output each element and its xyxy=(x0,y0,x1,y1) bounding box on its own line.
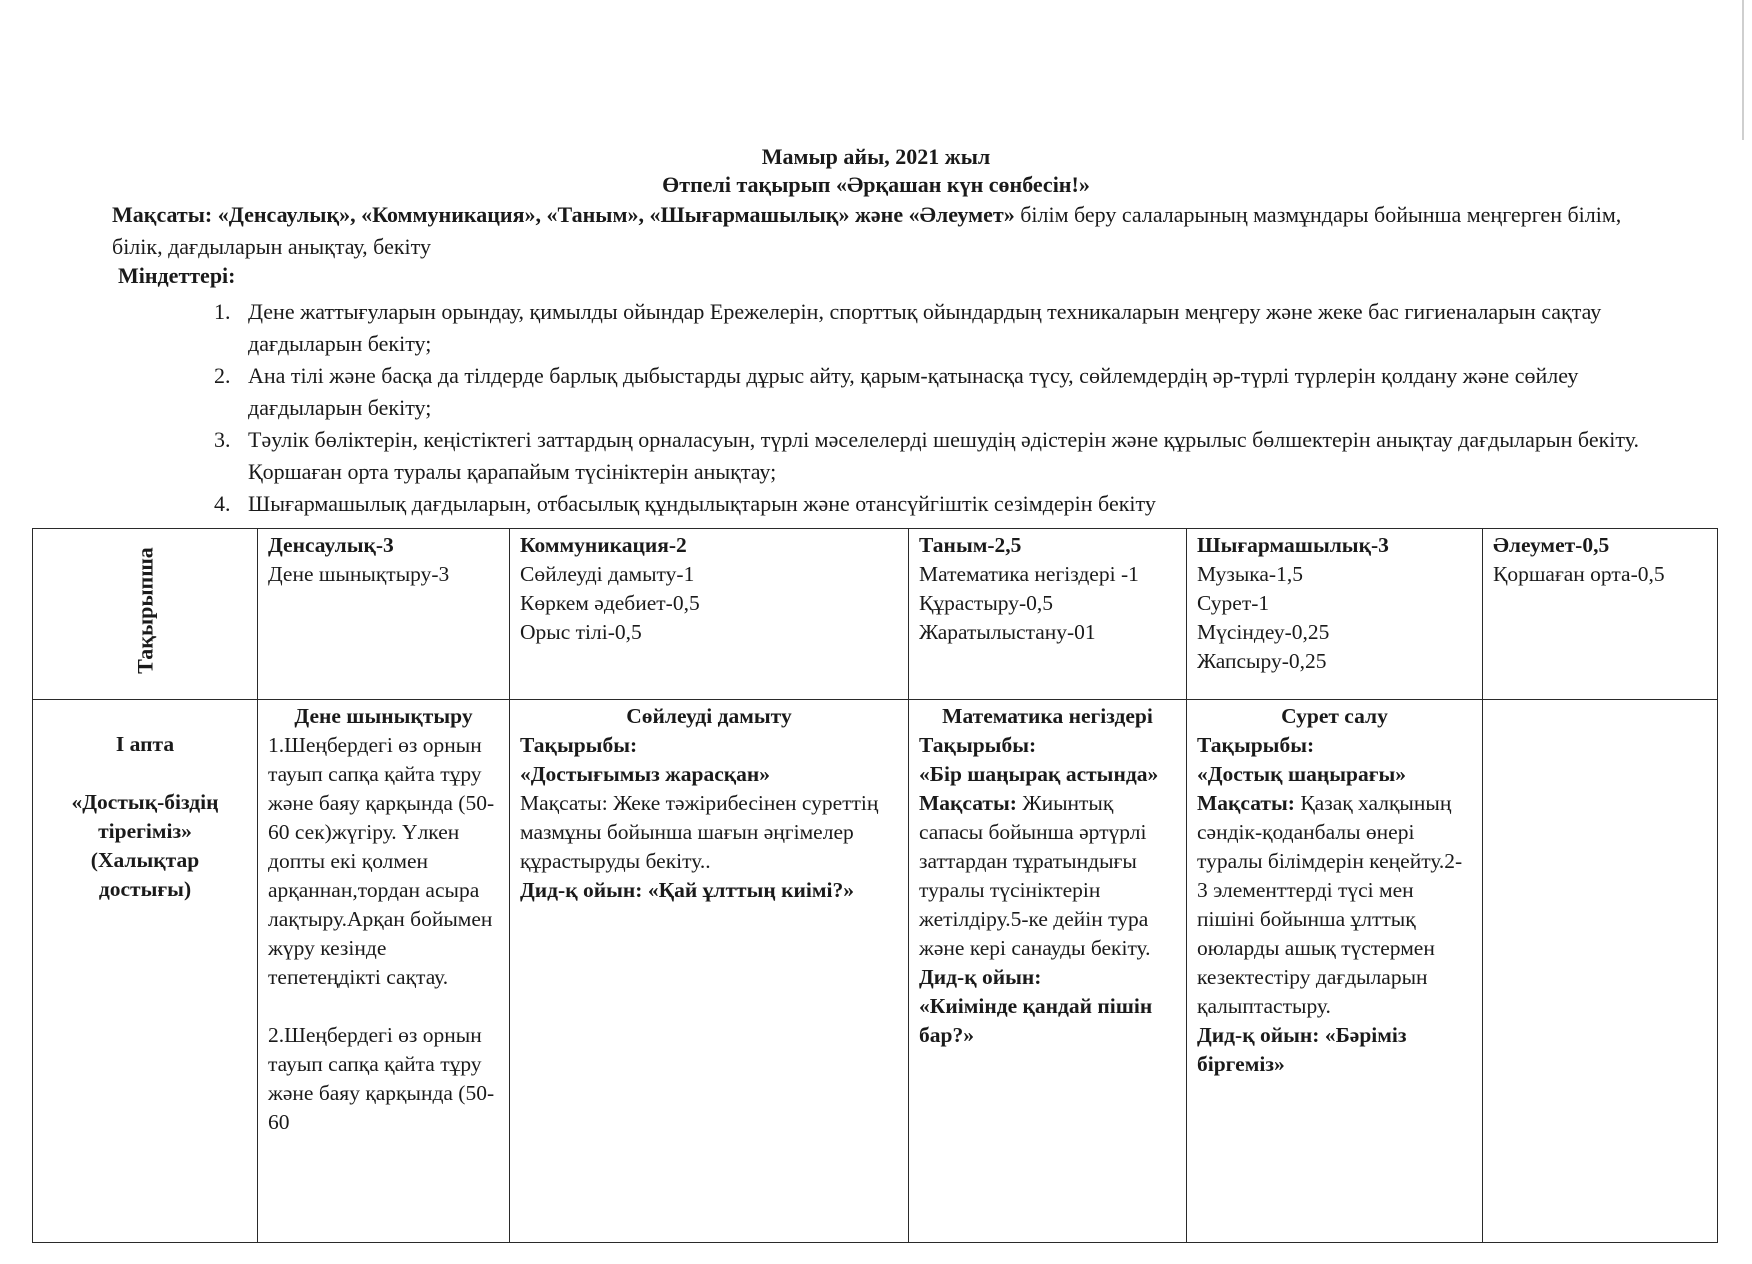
topic-header-cell xyxy=(33,529,258,700)
cell-environment-empty xyxy=(1483,700,1718,1243)
column-item: Көркем әдебиет-0,5 xyxy=(520,591,700,615)
doc-title-month: Мамыр айы, 2021 жыл xyxy=(761,144,991,169)
goal-label: Мақсаты: xyxy=(919,791,1017,815)
task-number: 3. xyxy=(214,427,231,452)
tasks-list xyxy=(208,296,1668,520)
column-title: Шығармашылық-3 xyxy=(1197,533,1389,557)
topic-label: Тақырыбы: xyxy=(919,733,1037,757)
topic-header-label: Тақырыпша xyxy=(132,547,158,674)
goal-text: Мақсаты: Жеке тәжірибесінен суреттің мазмұны бойынша шағын әңгімелер құрастыруды бекіту.. xyxy=(520,791,879,873)
column-item: Сөйлеуді дамыту-1 xyxy=(520,562,695,586)
tasks-title: Міндеттері: xyxy=(118,263,236,288)
column-title: Әлеумет-0,5 xyxy=(1493,533,1610,557)
column-item: Жапсыру-0,25 xyxy=(1197,649,1327,673)
column-item: Орыс тілі-0,5 xyxy=(520,620,642,644)
lesson-paragraph-2: 2.Шеңбердегі өз орнын тауып сапқа қайта тұру және баяу қарқында (50-60 xyxy=(268,1023,495,1134)
goal-label: Мақсаты: «Денсаулық», «Коммуникация», «Таным», «Шығармашылық» және «Әлеумет» xyxy=(112,202,1015,227)
week-theme: «Достық-біздің тірегіміз» (Халықтар достығы) xyxy=(71,790,219,901)
column-item: Мүсіндеу-0,25 xyxy=(1197,620,1330,644)
cell-physical-education xyxy=(258,700,510,1243)
column-title: Таным-2,5 xyxy=(919,533,1022,557)
column-item: Қоршаған орта-0,5 xyxy=(1493,562,1665,586)
column-title: Денсаулық-3 xyxy=(268,533,394,557)
goal-block xyxy=(1197,789,1472,1021)
plan-table xyxy=(32,528,1718,1243)
header-cell-cognition xyxy=(909,529,1187,700)
cell-math-basics xyxy=(909,700,1187,1243)
column-item: Құрастыру-0,5 xyxy=(919,591,1054,615)
table-header-row xyxy=(33,529,1718,700)
table-row-week-1 xyxy=(33,700,1718,1243)
topic-label: Тақырыбы: xyxy=(1197,733,1315,757)
goal-text: Жиынтық сапасы бойынша әртүрлі заттардан тұратындығы туралы түсініктерін жетілдіру.5-ке дейін тура және кері санауды бекіту. xyxy=(919,791,1151,960)
game-text: «Киімінде қандай пішін бар?» xyxy=(919,994,1153,1047)
task-number: 4. xyxy=(214,491,231,516)
subject-title: Сурет салу xyxy=(1281,704,1388,728)
cell-speech-development xyxy=(510,700,909,1243)
page-edge-line xyxy=(1742,0,1744,140)
game-label: Дид-қ ойын: xyxy=(919,965,1042,989)
task-item xyxy=(208,360,1668,424)
topic-label: Тақырыбы: xyxy=(520,733,638,757)
cell-drawing xyxy=(1187,700,1483,1243)
task-text: Тәулік бөліктерін, кеңістіктегі заттардың орналасуын, түрлі мәселелерді шешудің әдістерін және құрылыс бөлшектерін анықтау дағдыларын бекіту. Қоршаған орта туралы қарапайым түсініктерін анықтау; xyxy=(248,427,1640,484)
column-item: Сурет-1 xyxy=(1197,591,1270,615)
topic-text: «Достық шаңырағы» xyxy=(1197,762,1407,786)
task-number: 1. xyxy=(214,299,231,324)
goal-text: білім беру салаларының мазмұндары бойынша меңгерген білім, білік, дағдыларын анықтау, бекіту xyxy=(112,202,1622,259)
game-text: Дид-қ ойын: «Қай ұлттың киімі?» xyxy=(520,878,855,902)
header-cell-communication xyxy=(510,529,909,700)
column-item: Математика негіздері -1 xyxy=(919,562,1139,586)
column-item: Музыка-1,5 xyxy=(1197,562,1303,586)
task-text: Шығармашылық дағдыларын, отбасылық құндылықтарын және отансүйгіштік сезімдерін бекіту xyxy=(248,491,1156,516)
header-cell-creativity xyxy=(1187,529,1483,700)
task-text: Дене жаттығуларын орындау, қимылды ойындар Ережелерін, спорттық ойындардың техникаларын меңгеру және жеке бас гигиеналарын сақтау дағдыларын бекіту; xyxy=(248,299,1602,356)
subject-title: Дене шынықтыру xyxy=(294,704,473,728)
task-item xyxy=(208,296,1668,360)
goal-label: Мақсаты: xyxy=(1197,791,1295,815)
goal-block xyxy=(919,789,1176,963)
task-text: Ана тілі және басқа да тілдерде барлық дыбыстарды дұрыс айту, қарым-қатынасқа түсу, сөйлемдердің әр-түрлі түрлерін қолдану және сөйлеу дағдыларын бекіту; xyxy=(248,363,1579,420)
game-text: Дид-қ ойын: «Бәріміз біргеміз» xyxy=(1197,1023,1407,1076)
header-cell-society xyxy=(1483,529,1718,700)
topic-text: «Бір шаңырақ астында» xyxy=(919,762,1159,786)
subject-title: Математика негіздері xyxy=(942,704,1153,728)
task-item xyxy=(208,488,1668,520)
doc-title-theme: Өтпелі тақырып «Әрқашан күн сөнбесін!» xyxy=(662,172,1090,197)
header-cell-health xyxy=(258,529,510,700)
week-label: І апта xyxy=(115,732,175,756)
goal-paragraph xyxy=(112,199,1672,263)
column-item: Жаратылыстану-01 xyxy=(919,620,1096,644)
task-item xyxy=(208,424,1668,488)
goal-text: Қазақ халқының сәндік-қоданбалы өнері туралы білімдерін кеңейту.2-3 элементтерді түсі мен пішіні бойынша ұлттық оюларды ашық түстермен кезектестіру дағдыларын қалыптастыру. xyxy=(1197,791,1463,1018)
week-cell xyxy=(33,700,258,1243)
subject-title: Сөйлеуді дамыту xyxy=(626,704,792,728)
lesson-paragraph-1: 1.Шеңбердегі өз орнын тауып сапқа қайта тұру және баяу қарқында (50-60 сек)жүгіру. Үлкен допты екі қолмен арқаннан,тордан асыра лақтыру.Арқан бойымен жүру кезінде тепетеңдікті сақтау. xyxy=(268,733,495,989)
topic-text: «Достығымыз жарасқан» xyxy=(520,762,771,786)
column-item: Дене шынықтыру-3 xyxy=(268,562,450,586)
column-title: Коммуникация-2 xyxy=(520,533,687,557)
task-number: 2. xyxy=(214,363,231,388)
